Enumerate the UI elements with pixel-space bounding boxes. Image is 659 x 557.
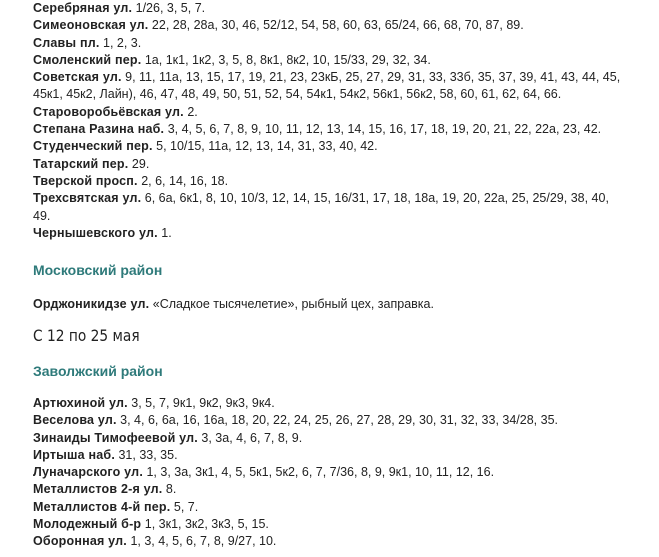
street-entry	[33, 447, 643, 464]
house-numbers: 29.	[128, 156, 150, 171]
street-name: Иртыша наб.	[33, 447, 115, 462]
street-name: Степана Разина наб.	[33, 122, 165, 137]
house-numbers: «Сладкое тысячелетие», рыбный цех, заправка.	[149, 297, 434, 311]
street-name: Металлистов 4-й пер.	[33, 499, 171, 514]
street-entry	[33, 395, 643, 412]
street-name: Советская ул.	[33, 70, 122, 85]
street-entry	[33, 0, 643, 17]
house-numbers: 1, 3, 4, 5, 6, 7, 8, 9/27, 10.	[126, 534, 277, 549]
street-entry	[33, 481, 643, 498]
house-numbers: 8.	[162, 482, 177, 497]
street-entry	[33, 516, 643, 533]
street-entry	[33, 296, 643, 313]
street-entry	[33, 464, 643, 481]
street-entry	[33, 190, 643, 207]
street-entry-continuation	[33, 86, 643, 103]
moskovsky-street-list	[33, 296, 643, 313]
street-name: Славы пл.	[33, 35, 100, 50]
house-numbers: 3, 3а, 4, 6, 7, 8, 9.	[197, 430, 303, 445]
house-numbers: 1, 3к1, 3к2, 3к3, 5, 15.	[141, 517, 269, 532]
house-numbers: 6, 6а, 6к1, 8, 10, 10/3, 12, 14, 15, 16/31, 17, 18, 18а, 19, 20, 22а, 25, 25/29, 38, 40,	[141, 191, 609, 206]
house-numbers: 1, 3, 3а, 3к1, 4, 5, 5к1, 5к2, 6, 7, 7/36, 8, 9, 9к1, 10, 11, 12, 16.	[143, 465, 495, 480]
street-name: Металлистов 2-я ул.	[33, 482, 163, 497]
house-numbers: 3, 4, 6, 6а, 16, 16а, 18, 20, 22, 24, 25, 26, 27, 28, 29, 30, 31, 32, 33, 34/28, 35.	[116, 413, 559, 428]
house-numbers: 49.	[33, 208, 51, 223]
street-name: Студенческий пер.	[33, 139, 153, 154]
house-numbers: 9, 11, 11а, 13, 15, 17, 19, 21, 23, 23кБ, 25, 27, 29, 31, 33, 33б, 35, 37, 39, 41, 43, 44, 45,	[121, 70, 621, 85]
street-name: Зинаиды Тимофеевой ул.	[33, 430, 198, 445]
street-name: Орджоникидзе ул.	[33, 297, 150, 311]
house-numbers: 45к1, 45к2, Лайн), 46, 47, 48, 49, 50, 51, 52, 54, 54к1, 54к2, 56к1, 56к2, 58, 60, 61, 62, 64, 66.	[33, 87, 562, 102]
house-numbers: 1.	[157, 225, 172, 240]
street-name: Смоленский пер.	[33, 52, 142, 67]
district-heading-zavolzhsky: Заволжский район	[33, 363, 163, 379]
house-numbers: 22, 28, 28а, 30, 46, 52/12, 54, 58, 60, 63, 65/24, 66, 68, 70, 87, 89.	[148, 18, 524, 33]
district-heading-moskovsky: Московский район	[33, 262, 163, 278]
street-entry	[33, 499, 643, 516]
street-entry	[33, 104, 643, 121]
street-name: Веселова ул.	[33, 413, 117, 428]
street-name: Староворобьёвская ул.	[33, 104, 184, 119]
street-name: Серебряная ул.	[33, 1, 133, 15]
house-numbers: 3, 4, 5, 6, 7, 8, 9, 10, 11, 12, 13, 14, 15, 16, 17, 18, 19, 20, 21, 22, 22а, 23, 42.	[164, 122, 602, 137]
house-numbers: 1, 2, 3.	[99, 35, 142, 50]
street-name: Трехсвятская ул.	[33, 191, 142, 206]
street-name: Тверской просп.	[33, 173, 138, 188]
street-name: Симеоновская ул.	[33, 18, 149, 33]
house-numbers: 5, 10/15, 11а, 12, 13, 14, 31, 33, 40, 42.	[152, 139, 378, 154]
date-range-note: С 12 по 25 мая	[33, 326, 140, 345]
house-numbers: 2.	[183, 104, 198, 119]
street-entry	[33, 35, 643, 52]
house-numbers: 1/26, 3, 5, 7.	[132, 1, 206, 15]
street-entry	[33, 121, 643, 138]
street-name: Татарский пер.	[33, 156, 129, 171]
zavolzhsky-street-list	[33, 395, 643, 551]
house-numbers: 5, 7.	[170, 499, 199, 514]
house-numbers: 3, 5, 7, 9к1, 9к2, 9к3, 9к4.	[127, 396, 275, 410]
house-numbers: 1а, 1к1, 1к2, 3, 5, 8, 8к1, 8к2, 10, 15/33, 29, 32, 34.	[141, 52, 431, 67]
house-numbers: 31, 33, 35.	[115, 447, 178, 462]
street-entry	[33, 138, 643, 155]
street-name: Оборонная ул.	[33, 534, 127, 549]
street-name: Луначарского ул.	[33, 465, 143, 480]
street-entry	[33, 225, 643, 242]
street-name: Артюхиной ул.	[33, 396, 128, 410]
street-entry	[33, 52, 643, 69]
tver-central-street-list	[33, 0, 643, 242]
street-entry	[33, 430, 643, 447]
house-numbers: 2, 6, 14, 16, 18.	[137, 173, 229, 188]
street-entry	[33, 533, 643, 550]
street-entry	[33, 173, 643, 190]
street-name: Чернышевского ул.	[33, 225, 158, 240]
street-entry	[33, 17, 643, 34]
street-name: Молодежный б-р	[33, 517, 142, 532]
street-entry-continuation	[33, 208, 643, 225]
street-entry	[33, 156, 643, 173]
street-entry	[33, 412, 643, 429]
street-entry	[33, 69, 643, 86]
